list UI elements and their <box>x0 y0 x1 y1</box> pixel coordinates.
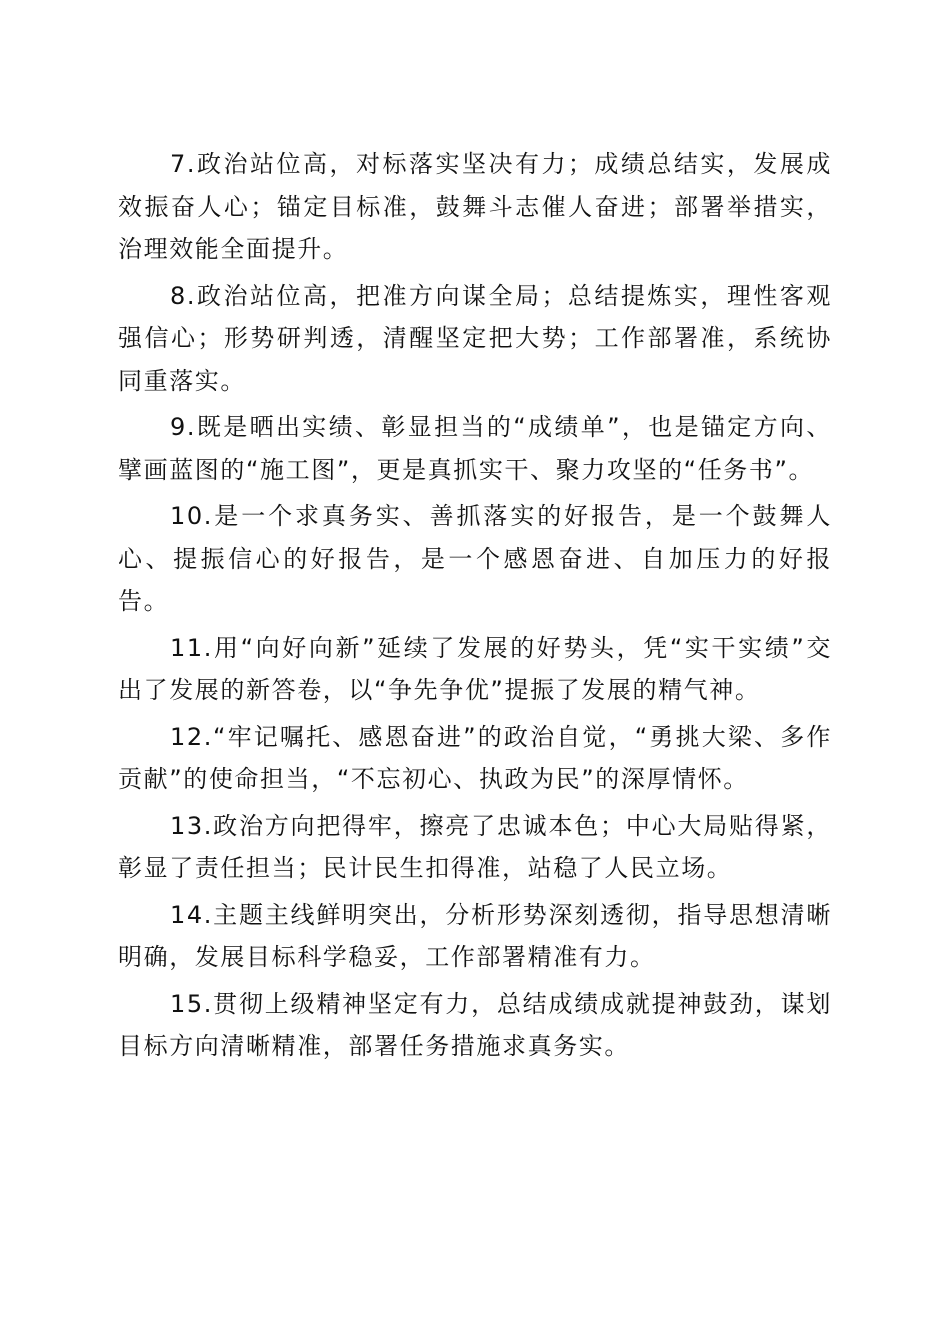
paragraph-8: 8.政治站位高，把准方向谋全局；总结提炼实，理性客观强信心；形势研判透，清醒坚定把大势；工作部署准，系统协同重落实。 <box>118 281 832 395</box>
paragraph-7: 7.政治站位高，对标落实坚决有力；成绩总结实，发展成效振奋人心；锚定目标准，鼓舞斗志催人奋进；部署举措实，治理效能全面提升。 <box>118 150 832 263</box>
paragraph-10: 10.是一个求真务实、善抓落实的好报告，是一个鼓舞人心、提振信心的好报告，是一个感恩奋进、自加压力的好报告。 <box>118 502 832 615</box>
paragraph-15: 15.贯彻上级精神坚定有力，总结成绩成就提神鼓劲，谋划目标方向清晰精准，部署任务措施求真务实。 <box>118 989 832 1060</box>
document-page <box>118 143 832 1072</box>
paragraph-9: 9.既是晒出实绩、彰显担当的“成绩单”，也是锚定方向、擘画蓝图的“施工图”，更是真抓实干、聚力攻坚的“任务书”。 <box>118 413 832 484</box>
paragraph-12: 12.“牢记嘱托、感恩奋进”的政治自觉，“勇挑大梁、多作贡献”的使命担当，“不忘初心、执政为民”的深厚情怀。 <box>118 722 832 793</box>
paragraph-11: 11.用“向好向新”延续了发展的好势头，凭“实干实绩”交出了发展的新答卷，以“争先争优”提振了发展的精气神。 <box>118 633 832 704</box>
paragraph-14: 14.主题主线鲜明突出，分析形势深刻透彻，指导思想清晰明确，发展目标科学稳妥，工作部署精准有力。 <box>118 900 832 971</box>
paragraph-13: 13.政治方向把得牢，擦亮了忠诚本色；中心大局贴得紧，彰显了责任担当；民计民生扣得准，站稳了人民立场。 <box>118 811 832 882</box>
